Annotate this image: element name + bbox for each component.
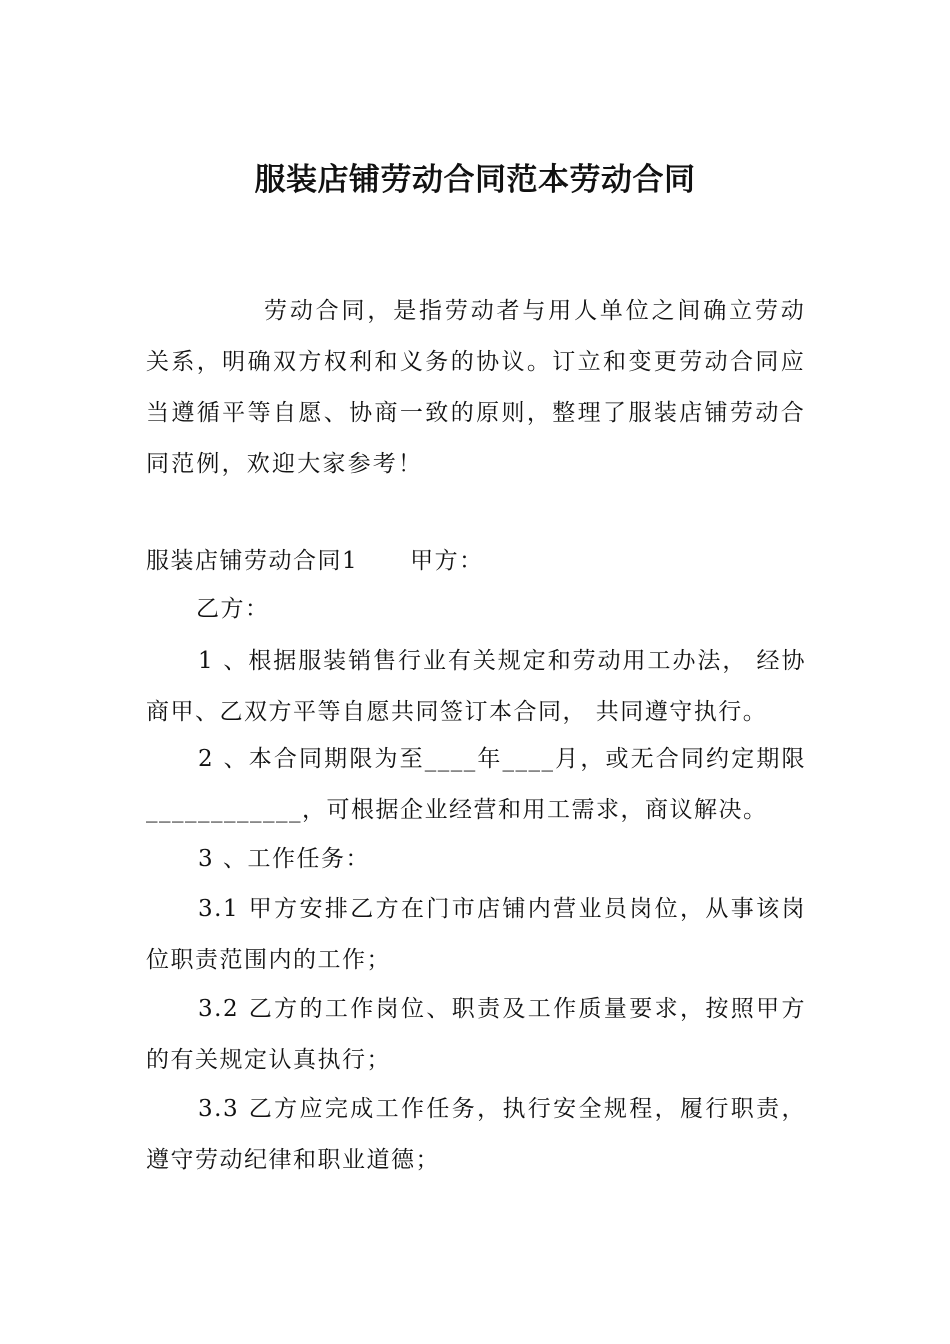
party-b-label: 乙方： bbox=[196, 596, 270, 622]
clause-1: 1 、根据服装销售行业有关规定和劳动用工办法， 经协商甲、乙双方平等自愿共同签订本合同， 共同遵守执行。 bbox=[146, 648, 806, 725]
clause-3: 3 、工作任务： bbox=[198, 846, 370, 872]
clause-3-3: 3.3 乙方应完成工作任务，执行安全规程，履行职责，遵守劳动纪律和职业道德； bbox=[146, 1096, 806, 1173]
clause-3-1: 3.1 甲方安排乙方在门市店铺内营业员岗位，从事该岗位职责范围内的工作； bbox=[146, 896, 806, 973]
party-a-label: 甲方： bbox=[410, 548, 484, 574]
document-title: 服装店铺劳动合同范本劳动合同 bbox=[254, 162, 696, 198]
intro-paragraph: 劳动合同，是指劳动者与用人单位之间确立劳动关系，明确双方权利和义务的协议。订立和变更劳动合同应当遵循平等自愿、协商一致的原则，整理了服装店铺劳动合同范例，欢迎大家参考！ bbox=[146, 298, 806, 477]
clause-2: 2 、本合同期限为至____年____月，或无合同约定期限____________，可根据企业经营和用工需求，商议解决。 bbox=[146, 746, 806, 823]
clause-3-2: 3.2 乙方的工作岗位、职责及工作质量要求，按照甲方的有关规定认真执行； bbox=[146, 996, 806, 1073]
section-heading: 服装店铺劳动合同1 bbox=[146, 548, 359, 574]
contract-heading-line bbox=[146, 536, 806, 587]
